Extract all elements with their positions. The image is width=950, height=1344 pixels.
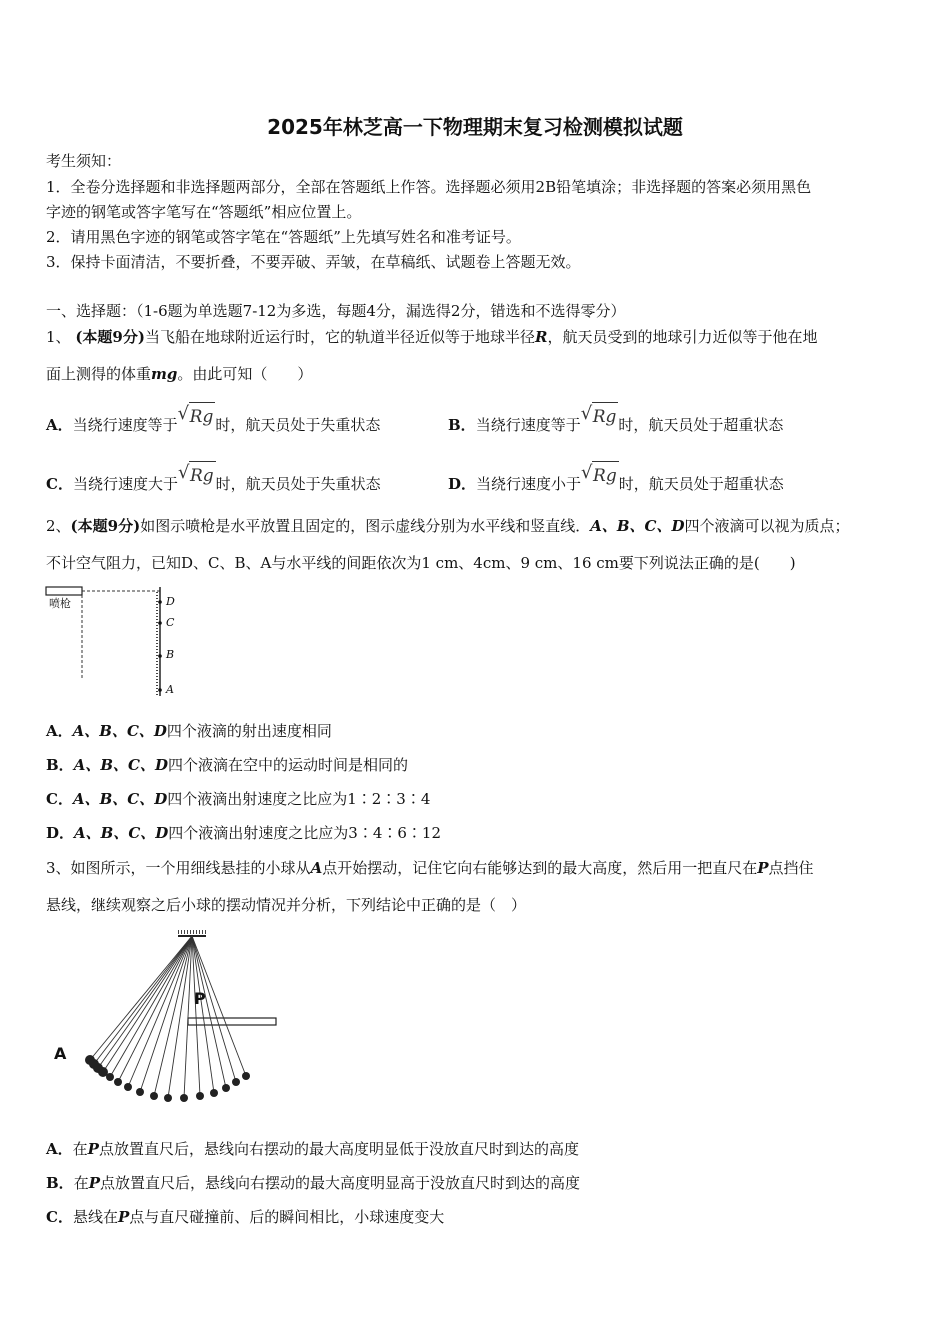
q2-option-c-text: 四个液滴出射速度之比应为1∶2∶3∶4 <box>167 790 431 808</box>
q1-stem-line2 <box>46 363 312 385</box>
point-d-label: D <box>166 595 175 608</box>
q3-stem-line2: 悬线，继续观察之后小球的摆动情况并分析，下列结论中正确的是（ ） <box>46 896 527 914</box>
q2-option-a-letters: A、B、C、D <box>72 722 167 740</box>
notice-item-2: 2．请用黑色字迹的钢笔或答字笔在“答题纸”上先填写姓名和准考证号。 <box>46 228 521 246</box>
spray-gun-label: 喷枪 <box>49 597 71 610</box>
pendulum-ball <box>114 1078 122 1086</box>
figure-label-p: P <box>194 989 206 1008</box>
q1-mg-symbol: mg <box>151 365 178 383</box>
q2-stem-line1 <box>46 515 849 537</box>
q2-option-d <box>46 822 441 844</box>
q1-option-d-post: 时，航天员处于超重状态 <box>618 475 784 493</box>
q3-stem-line1 <box>46 857 814 879</box>
q2-text-b: 四个液滴可以视为质点； <box>684 517 850 535</box>
q3-option-b-key: B． <box>46 1174 74 1192</box>
spray-gun-body <box>46 587 82 595</box>
q3-text-c: 点挡住 <box>768 859 814 877</box>
pendulum-ball <box>136 1088 144 1096</box>
q3-p-symbol: P <box>757 859 769 877</box>
q2-option-c-letters: A、B、C、D <box>72 790 168 808</box>
q1-option-d <box>448 461 784 499</box>
q2-option-a-key: A． <box>46 722 73 740</box>
drop-d-dot <box>158 600 162 604</box>
q1-radius-symbol: R <box>534 328 548 346</box>
q2-stem-line2: 不计空气阻力，已知D、C、B、A与水平线的间距依次为1 cm、4cm、9 cm、16 cm要下列说法正确的是( ) <box>46 554 796 572</box>
q3-option-a-key: A． <box>46 1140 73 1158</box>
ruler <box>188 1018 276 1025</box>
q1-stem-line1 <box>46 326 817 348</box>
q2-option-a-text: 四个液滴的射出速度相同 <box>166 722 332 740</box>
section-heading: 一、选择题：（1-6题为单选题7-12为多选，每题4分，漏选得2分，错选和不选得零分） <box>46 302 626 320</box>
q3-prefix: 3、 <box>46 859 71 877</box>
q1-option-b-key: B． <box>448 416 476 434</box>
q2-option-b <box>46 754 408 776</box>
q3-option-b-pre: 在 <box>73 1174 89 1192</box>
sqrt-formula: √ Rg <box>581 461 619 491</box>
pendulum-ball <box>150 1092 158 1100</box>
q3-option-c-text: 点与直尺碰撞前、后的瞬间相比，小球速度变大 <box>129 1208 445 1226</box>
drop-a-dot <box>158 688 162 692</box>
q3-option-c <box>46 1206 444 1228</box>
q1-prefix: 1、 <box>46 328 71 346</box>
q2-option-c-key: C． <box>46 790 73 808</box>
q2-text-a: 如图示喷枪是水平放置且固定的，图示虚线分别为水平线和竖直线． <box>140 517 591 535</box>
q1-tag: (本题9分) <box>75 328 145 346</box>
pendulum-ball <box>232 1078 240 1086</box>
q2-letters: A、B、C、D <box>590 517 685 535</box>
q1-option-d-pre: 当绕行速度小于 <box>476 475 582 493</box>
sqrt-formula: √ Rg <box>178 461 216 491</box>
q3-option-c-p: P <box>117 1208 130 1226</box>
pendulum-string <box>103 936 192 1072</box>
q3-option-a-text: 点放置直尺后，悬线向右摆动的最大高度明显低于没放直尺时到达的高度 <box>98 1140 579 1158</box>
pendulum-ball <box>180 1094 188 1102</box>
drop-c-dot <box>158 621 162 625</box>
q1-text-b: ，航天员受到的地球引力近似等于他在地 <box>547 328 818 346</box>
q2-option-d-letters: A、B、C、D <box>74 824 169 842</box>
q2-option-b-key: B． <box>46 756 74 774</box>
q3-option-b-p: P <box>88 1174 100 1192</box>
q1-option-a-key: A． <box>46 416 73 434</box>
q1-option-c <box>46 461 381 499</box>
q2-option-a <box>46 720 332 742</box>
pendulum-ball <box>210 1089 218 1097</box>
point-a-label: A <box>166 683 174 696</box>
q1-text-d: 。由此可知（ ） <box>177 365 313 383</box>
q1-option-b <box>448 402 783 440</box>
figure-label-a: A <box>54 1044 67 1063</box>
pendulum-string <box>110 936 192 1077</box>
notice-heading: 考生须知： <box>46 152 122 170</box>
pendulum-ball <box>164 1094 172 1102</box>
pendulum-ball <box>196 1092 204 1100</box>
pendulum-string <box>154 936 192 1096</box>
point-c-label: C <box>166 616 175 629</box>
q1-option-c-key: C． <box>46 475 73 493</box>
q2-option-d-key: D． <box>46 824 75 842</box>
q3-option-a-p: P <box>87 1140 99 1158</box>
pendulum-ball <box>106 1073 114 1081</box>
q1-text-c: 面上测得的体重 <box>46 365 152 383</box>
q1-option-b-pre: 当绕行速度等于 <box>475 416 581 434</box>
pendulum-ball <box>222 1084 230 1092</box>
q3-text-a: 如图所示，一个用细线悬挂的小球从 <box>70 859 311 877</box>
q2-option-b-text: 四个液滴在空中的运动时间是相同的 <box>167 756 408 774</box>
q3-option-c-key: C． <box>46 1208 73 1226</box>
q2-tag: (本题9分) <box>70 517 141 535</box>
q3-option-a-pre: 在 <box>72 1140 88 1158</box>
q2-option-b-letters: A、B、C、D <box>73 756 168 774</box>
q2-option-c <box>46 788 430 810</box>
q1-option-c-post: 时，航天员处于失重状态 <box>215 475 381 493</box>
notice-item-1-cont: 字迹的钢笔或答字笔写在“答题纸”相应位置上。 <box>46 203 362 221</box>
q2-option-d-text: 四个液滴出射速度之比应为3∶4∶6∶12 <box>168 824 442 842</box>
pendulum-string <box>192 936 214 1093</box>
q1-option-b-post: 时，航天员处于超重状态 <box>618 416 784 434</box>
q3-option-b-text: 点放置直尺后，悬线向右摆动的最大高度明显高于没放直尺时到达的高度 <box>99 1174 580 1192</box>
notice-item-1: 1．全卷分选择题和非选择题两部分，全部在答题纸上作答。选择题必须用2B铅笔填涂；非选择题的答案必须用黑色 <box>46 178 812 196</box>
q3-option-a <box>46 1138 579 1160</box>
page-title: 2025年林芝高一下物理期末复习检测模拟试题 <box>267 115 683 139</box>
q3-text-b: 点开始摆动，记住它向右能够达到的最大高度，然后用一把直尺在 <box>322 859 758 877</box>
q1-option-a-post: 时，航天员处于失重状态 <box>215 416 381 434</box>
q1-option-c-pre: 当绕行速度大于 <box>72 475 178 493</box>
point-b-label: B <box>166 648 175 661</box>
pendulum-ball <box>242 1072 250 1080</box>
q1-option-a-pre: 当绕行速度等于 <box>72 416 178 434</box>
sqrt-formula: √ Rg <box>178 402 216 432</box>
pendulum-string <box>94 936 192 1064</box>
drop-b-dot <box>158 654 162 658</box>
pendulum-string <box>98 936 192 1068</box>
pendulum-string <box>128 936 192 1087</box>
sqrt-formula: √ Rg <box>581 402 619 432</box>
notice-item-3: 3．保持卡面清洁，不要折叠，不要弄破、弄皱，在草稿纸、试题卷上答题无效。 <box>46 253 581 271</box>
pendulum-ball <box>124 1083 132 1091</box>
q3-option-b <box>46 1172 580 1194</box>
q2-prefix: 2、 <box>46 517 71 535</box>
pendulum-string <box>140 936 192 1092</box>
q3-option-c-pre: 悬线在 <box>72 1208 118 1226</box>
pendulum-figure <box>44 928 284 1113</box>
q3-a-symbol: A <box>310 859 323 877</box>
q1-option-d-key: D． <box>448 475 477 493</box>
q1-text-a: 当飞船在地球附近运行时，它的轨道半径近似等于地球半径 <box>144 328 535 346</box>
q1-option-a <box>46 402 380 440</box>
